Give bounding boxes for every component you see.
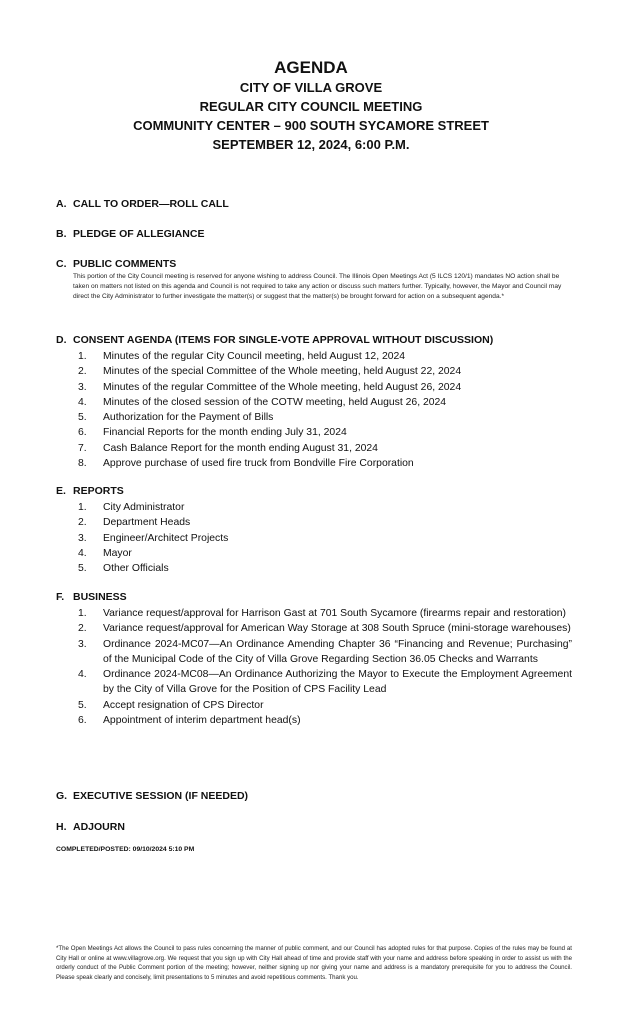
item-text: Variance request/approval for Harrison Gast at 701 South Sycamore (firearms repair and restoration) — [103, 608, 566, 619]
section-letter: G. — [56, 790, 68, 802]
list-item — [56, 621, 572, 636]
section-public-comments — [56, 257, 572, 302]
item-number: 1. — [78, 608, 87, 619]
agenda-header — [0, 58, 622, 154]
section-letter: F. — [56, 591, 65, 603]
list-item — [56, 425, 572, 440]
item-text: Minutes of the regular City Council meeting, held August 12, 2024 — [103, 351, 406, 362]
posted-timestamp: COMPLETED/POSTED: 09/10/2024 5:10 PM — [56, 846, 195, 853]
meeting-type: REGULAR CITY COUNCIL MEETING — [199, 99, 423, 114]
section-title: ADJOURN — [73, 821, 125, 833]
item-text: Engineer/Architect Projects — [103, 532, 229, 544]
list-item — [56, 546, 572, 561]
item-number: 4. — [78, 547, 87, 559]
section-title: CALL TO ORDER—ROLL CALL — [73, 198, 229, 210]
list-item — [56, 606, 572, 621]
item-number: 3. — [78, 532, 87, 544]
list-item — [56, 698, 572, 713]
section-letter: E. — [56, 485, 66, 497]
item-text: Minutes of the regular Committee of the Whole meeting, held August 26, 2024 — [103, 381, 462, 393]
item-number: 1. — [78, 351, 87, 362]
meeting-datetime: SEPTEMBER 12, 2024, 6:00 P.M. — [212, 137, 410, 152]
business-list — [56, 606, 572, 728]
item-number: 3. — [78, 381, 87, 393]
section-letter: D. — [56, 334, 67, 346]
section-title: BUSINESS — [73, 591, 127, 603]
section-heading — [56, 197, 572, 211]
section-letter: H. — [56, 821, 67, 833]
item-number: 3. — [78, 638, 87, 650]
list-item — [56, 500, 572, 515]
city-name: CITY OF VILLA GROVE — [239, 80, 383, 95]
list-item — [56, 531, 572, 546]
item-text: Appointment of interim department head(s) — [103, 715, 301, 727]
list-item — [56, 441, 572, 456]
item-number: 2. — [78, 623, 87, 635]
item-text: Accept resignation of CPS Director — [103, 699, 264, 711]
item-number: 2. — [78, 517, 87, 529]
item-text: Financial Reports for the month ending July 31, 2024 — [103, 427, 347, 439]
item-text: Authorization for the Payment of Bills — [103, 412, 274, 424]
list-item — [56, 637, 572, 668]
item-text: Approve purchase of used fire truck from Bondville Fire Corporation — [103, 458, 414, 470]
section-pledge — [56, 227, 572, 241]
section-title: PLEDGE OF ALLEGIANCE — [73, 228, 205, 240]
item-number: 1. — [78, 502, 87, 513]
section-reports — [56, 484, 572, 576]
section-heading — [56, 227, 572, 241]
section-letter: B. — [56, 228, 67, 240]
item-text: Ordinance 2024-MC08—An Ordinance Authorizing the Mayor to Execute the Employment Agreement by the City of Villa Grove for the Position of CPS Facility Lead — [103, 669, 572, 696]
list-item — [56, 667, 572, 698]
section-adjourn — [56, 820, 572, 834]
item-number: 5. — [78, 699, 87, 711]
item-text: Ordinance 2024-MC07—An Ordinance Amending Chapter 36 “Financing and Revenue; Purchasing” of the Municipal Code of the City of Villa Grove Regarding Section 36.05 Checks and Warrants — [103, 638, 572, 665]
section-heading — [56, 484, 572, 498]
section-business — [56, 590, 572, 728]
open-meetings-footnote: *The Open Meetings Act allows the Council to pass rules concerning the manner of public comment, and our Council has adopted rules for that purpose. Copies of the rules may be found at City Hall or online at www.villagrove.org. We request that you sign up with City Hall ahead of time and provide staff with your name and address before speaking in order to assist us with the orderly conduct of the Public Comment portion of the meeting; however, neither signing up nor giving your name and address is a mandatory prerequisite for you to address the Council. Please speak clearly and concisely, limit presentations to 5 minutes and avoid repetitious comments. Thank you. — [56, 945, 572, 981]
item-number: 2. — [78, 366, 87, 378]
section-call-to-order — [56, 197, 572, 211]
section-heading — [56, 820, 572, 834]
item-text: Mayor — [103, 547, 132, 559]
list-item — [56, 561, 572, 576]
section-heading — [56, 333, 572, 347]
item-text: Department Heads — [103, 517, 191, 529]
section-title: PUBLIC COMMENTS — [73, 258, 177, 270]
item-number: 7. — [78, 442, 87, 454]
list-item — [56, 364, 572, 379]
section-title: CONSENT AGENDA (ITEMS FOR SINGLE-VOTE APPROVAL WITHOUT DISCUSSION) — [73, 334, 494, 346]
section-heading — [56, 789, 572, 803]
reports-list — [56, 500, 572, 576]
agenda-title: AGENDA — [274, 58, 348, 77]
item-text: Cash Balance Report for the month ending August 31, 2024 — [103, 442, 378, 454]
item-text: City Administrator — [103, 502, 185, 513]
list-item — [56, 380, 572, 395]
item-text: Variance request/approval for American Way Storage at 308 South Spruce (mini-storage warehouses) — [103, 623, 571, 635]
item-text: Minutes of the special Committee of the Whole meeting, held August 22, 2024 — [103, 366, 462, 378]
list-item — [56, 410, 572, 425]
section-heading — [56, 590, 572, 604]
list-item — [56, 713, 572, 728]
public-comments-description: This portion of the City Council meeting is reserved for anyone wishing to address Council. The Illinois Open Meetings Act (5 ILCS 120/1) mandates NO action shall be taken on matters not listed on this agenda and Council is not required to take any action or discuss such matters further. Typically, however, the Mayor and Council may direct the City Administrator to further investigate the matter(s) or suggest that the matter(s) be brought forward for action on a subsequent agenda.* — [73, 273, 562, 300]
consent-items-list — [56, 349, 572, 471]
list-item — [56, 349, 572, 364]
meeting-location: COMMUNITY CENTER – 900 SOUTH SYCAMORE STREET — [133, 118, 489, 133]
section-heading — [56, 257, 572, 271]
list-item — [56, 515, 572, 530]
section-consent-agenda — [56, 333, 572, 471]
item-text: Minutes of the closed session of the COTW meeting, held August 26, 2024 — [103, 396, 447, 408]
section-title: EXECUTIVE SESSION (IF NEEDED) — [73, 790, 249, 802]
item-number: 6. — [78, 715, 87, 727]
item-number: 8. — [78, 458, 87, 470]
item-number: 5. — [78, 563, 87, 575]
item-number: 5. — [78, 412, 87, 424]
item-text: Other Officials — [103, 563, 169, 575]
section-letter: C. — [56, 258, 67, 270]
list-item — [56, 456, 572, 471]
section-letter: A. — [56, 198, 67, 210]
section-executive-session — [56, 789, 572, 803]
item-number: 6. — [78, 427, 87, 439]
list-item — [56, 395, 572, 410]
section-title: REPORTS — [73, 485, 124, 497]
item-number: 4. — [78, 396, 87, 408]
item-number: 4. — [78, 669, 87, 681]
